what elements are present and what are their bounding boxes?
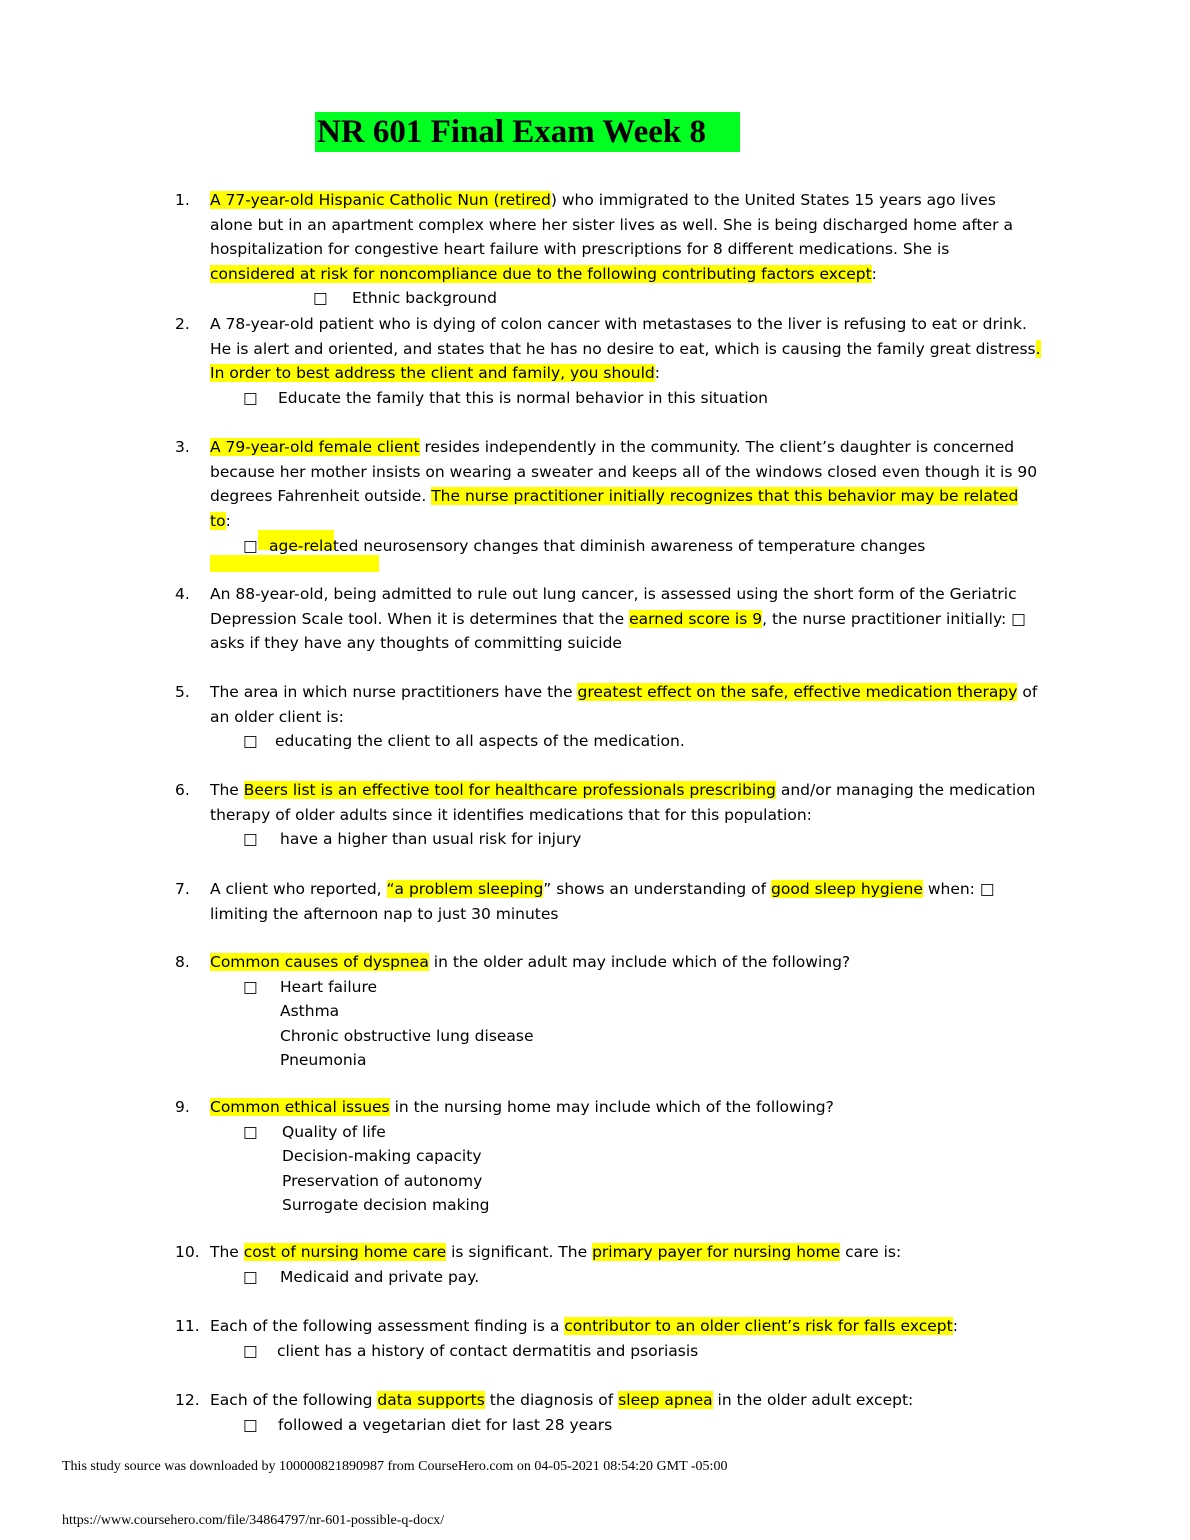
- answer-text: Decision-making capacity: [282, 1147, 482, 1165]
- answer-text: Medicaid and private pay.: [280, 1267, 480, 1286]
- highlighted-text: considered at risk for noncompliance due to the following contributing factors except: [210, 264, 872, 283]
- text-segment: :: [952, 1317, 958, 1335]
- question-text: [210, 778, 1060, 827]
- text-segment: and/or managing the medication: [775, 781, 1036, 799]
- answer-text: Surrogate decision making: [282, 1196, 490, 1214]
- checkbox-icon: □: [243, 977, 258, 996]
- question-text: [210, 312, 1060, 386]
- highlighted-text: good sleep hygiene: [771, 880, 923, 898]
- text-segment: :: [871, 264, 877, 283]
- question-number: 4.: [175, 585, 190, 603]
- text-segment: in the nursing home may include which of the following?: [389, 1098, 834, 1116]
- question-line: [210, 312, 1060, 337]
- question-line: [210, 607, 1060, 632]
- text-segment: A 78-year-old patient who is dying of colon cancer with metastases to the liver is refusing to eat or drink.: [210, 315, 1027, 333]
- page-title: NR 601 Final Exam Week 8: [315, 112, 740, 152]
- text-segment: An 88-year-old, being admitted to rule out lung cancer, is assessed using the short form of the Geriatric: [210, 585, 1017, 603]
- highlighted-text: greatest effect on the safe, effective medication therapy: [577, 683, 1018, 701]
- highlighted-text: contributor to an older client’s risk for falls except: [564, 1317, 953, 1335]
- question-number: 1.: [175, 191, 190, 209]
- question-text: [210, 435, 1060, 533]
- text-segment: care is:: [840, 1243, 902, 1261]
- question-line: [210, 877, 1060, 902]
- question-line: [210, 1095, 1060, 1120]
- question-line: [210, 460, 1060, 485]
- answer-text: Preservation of autonomy: [282, 1171, 483, 1190]
- text-segment: , the nurse practitioner initially: □: [762, 609, 1026, 628]
- highlighted-text: The nurse practitioner initially recognizes that this behavior may be related: [431, 487, 1019, 505]
- text-segment: :: [225, 511, 231, 530]
- question-line: [210, 509, 1060, 534]
- highlighted-text: Beers list is an effective tool for healthcare professionals prescribing: [243, 781, 776, 799]
- text-segment: A client who reported,: [210, 880, 387, 898]
- text-segment: alone but in an apartment complex where her sister lives as well. She is being discharged home after a: [210, 215, 1013, 234]
- answer-text: Educate the family that this is normal behavior in this situation: [278, 388, 769, 407]
- answer-text: Heart failure: [280, 977, 378, 996]
- text-segment: therapy of older adults since it identifies medications that for this population:: [210, 805, 812, 824]
- text-segment: Depression Scale tool. When it is determines that the: [210, 609, 630, 628]
- text-segment: Each of the following assessment finding is a: [210, 1317, 565, 1335]
- question-number: 9.: [175, 1098, 190, 1116]
- question-line: [210, 484, 1060, 509]
- question-number: 8.: [175, 953, 190, 971]
- text-segment: Each of the following: [210, 1391, 378, 1409]
- highlighted-text: earned score is 9: [629, 609, 763, 628]
- download-source-note: This study source was downloaded by 100000821890987 from CourseHero.com on 04-05-2021 08:54:20 GMT -05:00: [62, 1459, 728, 1474]
- answer-text: client has a history of contact dermatitis and psoriasis: [277, 1341, 699, 1360]
- highlighted-text: A 79-year-old female client: [210, 438, 420, 456]
- question-line: [210, 188, 1060, 213]
- highlighted-text: to: [210, 511, 226, 530]
- highlighted-text: “a problem sleeping: [386, 880, 544, 898]
- highlighted-text: In order to best address the client and family, you should: [210, 364, 655, 382]
- question-text: [210, 877, 1060, 926]
- highlighted-text: primary payer for nursing home: [592, 1243, 841, 1261]
- answer-text: Chronic obstructive lung disease: [280, 1026, 534, 1045]
- highlighted-text: data supports: [377, 1391, 485, 1409]
- text-segment: because her mother insists on wearing a sweater and keeps all of the windows closed even though it is 90: [210, 462, 1038, 481]
- question-text: [210, 1388, 1060, 1413]
- checkbox-icon: □: [243, 1341, 258, 1360]
- checkbox-icon: □: [243, 830, 258, 848]
- answer-text: Ethnic background: [352, 289, 497, 307]
- question-number: 10.: [175, 1243, 200, 1261]
- answer-text: Asthma: [280, 1002, 340, 1020]
- text-segment: The: [210, 1243, 244, 1261]
- question-line: [210, 237, 1060, 262]
- question-text: [210, 1314, 1060, 1339]
- text-segment: when: □: [922, 880, 995, 898]
- checkbox-icon: □: [243, 388, 258, 407]
- highlighted-text: Common ethical issues: [210, 1098, 390, 1116]
- question-line: [210, 1388, 1060, 1413]
- checkbox-icon: □: [243, 1122, 258, 1141]
- question-line: [210, 435, 1060, 460]
- text-segment: limiting the afternoon nap to just 30 minutes: [210, 904, 559, 923]
- checkbox-icon: □: [313, 289, 328, 307]
- question-line: [210, 1240, 1060, 1265]
- question-line: [210, 902, 1060, 927]
- question-number: 11.: [175, 1317, 200, 1335]
- text-segment: in the older adult may include which of the following?: [428, 953, 851, 971]
- answer-text: followed a vegetarian diet for last 28 years: [278, 1415, 613, 1434]
- text-segment: the diagnosis of: [484, 1391, 619, 1409]
- highlighted-text: sleep apnea: [618, 1391, 713, 1409]
- question-number: 3.: [175, 438, 190, 456]
- question-line: [210, 705, 1060, 730]
- text-segment: He is alert and oriented, and states that he has no desire to eat, which is causing the family great distress: [210, 339, 1036, 358]
- question-line: [210, 803, 1060, 828]
- answer-text: educating the client to all aspects of the medication.: [275, 732, 685, 750]
- text-segment: ) who immigrated to the United States 15 years ago lives: [550, 191, 996, 209]
- highlighted-text: cost of nursing home care: [243, 1243, 447, 1261]
- highlighted-text: A 77-year-old Hispanic Catholic Nun (retired: [210, 191, 551, 209]
- text-segment: The area in which nurse practitioners have the: [210, 683, 578, 701]
- question-line: [210, 262, 1060, 287]
- question-number: 2.: [175, 315, 190, 333]
- question-number: 6.: [175, 781, 190, 799]
- answer-text: Quality of life: [282, 1122, 386, 1141]
- text-segment: :: [654, 364, 660, 382]
- source-url: https://www.coursehero.com/file/34864797/nr-601-possible-q-docx/: [62, 1513, 445, 1528]
- text-segment: ” shows an understanding of: [543, 880, 772, 898]
- answer-text: have a higher than usual risk for injury: [280, 830, 582, 848]
- highlighted-text: Common causes of dyspnea: [210, 953, 429, 971]
- question-text: [210, 950, 1060, 975]
- question-text: [210, 582, 1060, 656]
- question-number: 5.: [175, 683, 190, 701]
- question-number: 7.: [175, 880, 190, 898]
- question-text: [210, 188, 1060, 286]
- checkbox-icon: □: [243, 537, 258, 555]
- text-segment: The: [210, 781, 244, 799]
- highlighted-text: .: [1035, 339, 1041, 358]
- checkbox-icon: □: [243, 1267, 258, 1286]
- question-line: [210, 680, 1060, 705]
- question-line: [210, 950, 1060, 975]
- text-segment: resides independently in the community. The client’s daughter is concerned: [419, 438, 1015, 456]
- question-text: [210, 680, 1060, 729]
- question-line: [210, 337, 1060, 362]
- text-segment: is significant. The: [446, 1243, 593, 1261]
- question-number: 12.: [175, 1391, 200, 1409]
- question-line: [210, 361, 1060, 386]
- question-line: [210, 213, 1060, 238]
- text-segment: degrees Fahrenheit outside.: [210, 487, 432, 505]
- answer-text: Pneumonia: [280, 1051, 367, 1069]
- question-line: [210, 631, 1060, 656]
- text-segment: in the older adult except:: [712, 1391, 914, 1409]
- answer-text: age-related neurosensory changes that diminish awareness of temperature changes: [269, 537, 926, 555]
- text-segment: an older client is:: [210, 707, 344, 726]
- question-line: [210, 582, 1060, 607]
- question-text: [210, 1240, 1060, 1265]
- checkbox-icon: □: [243, 1415, 258, 1434]
- question-line: [210, 778, 1060, 803]
- text-segment: of: [1017, 683, 1038, 701]
- question-text: [210, 1095, 1060, 1120]
- text-segment: asks if they have any thoughts of committing suicide: [210, 634, 622, 652]
- checkbox-icon: □: [243, 732, 258, 750]
- question-line: [210, 1314, 1060, 1339]
- text-segment: hospitalization for congestive heart failure with prescriptions for 8 different medications. She is: [210, 240, 950, 258]
